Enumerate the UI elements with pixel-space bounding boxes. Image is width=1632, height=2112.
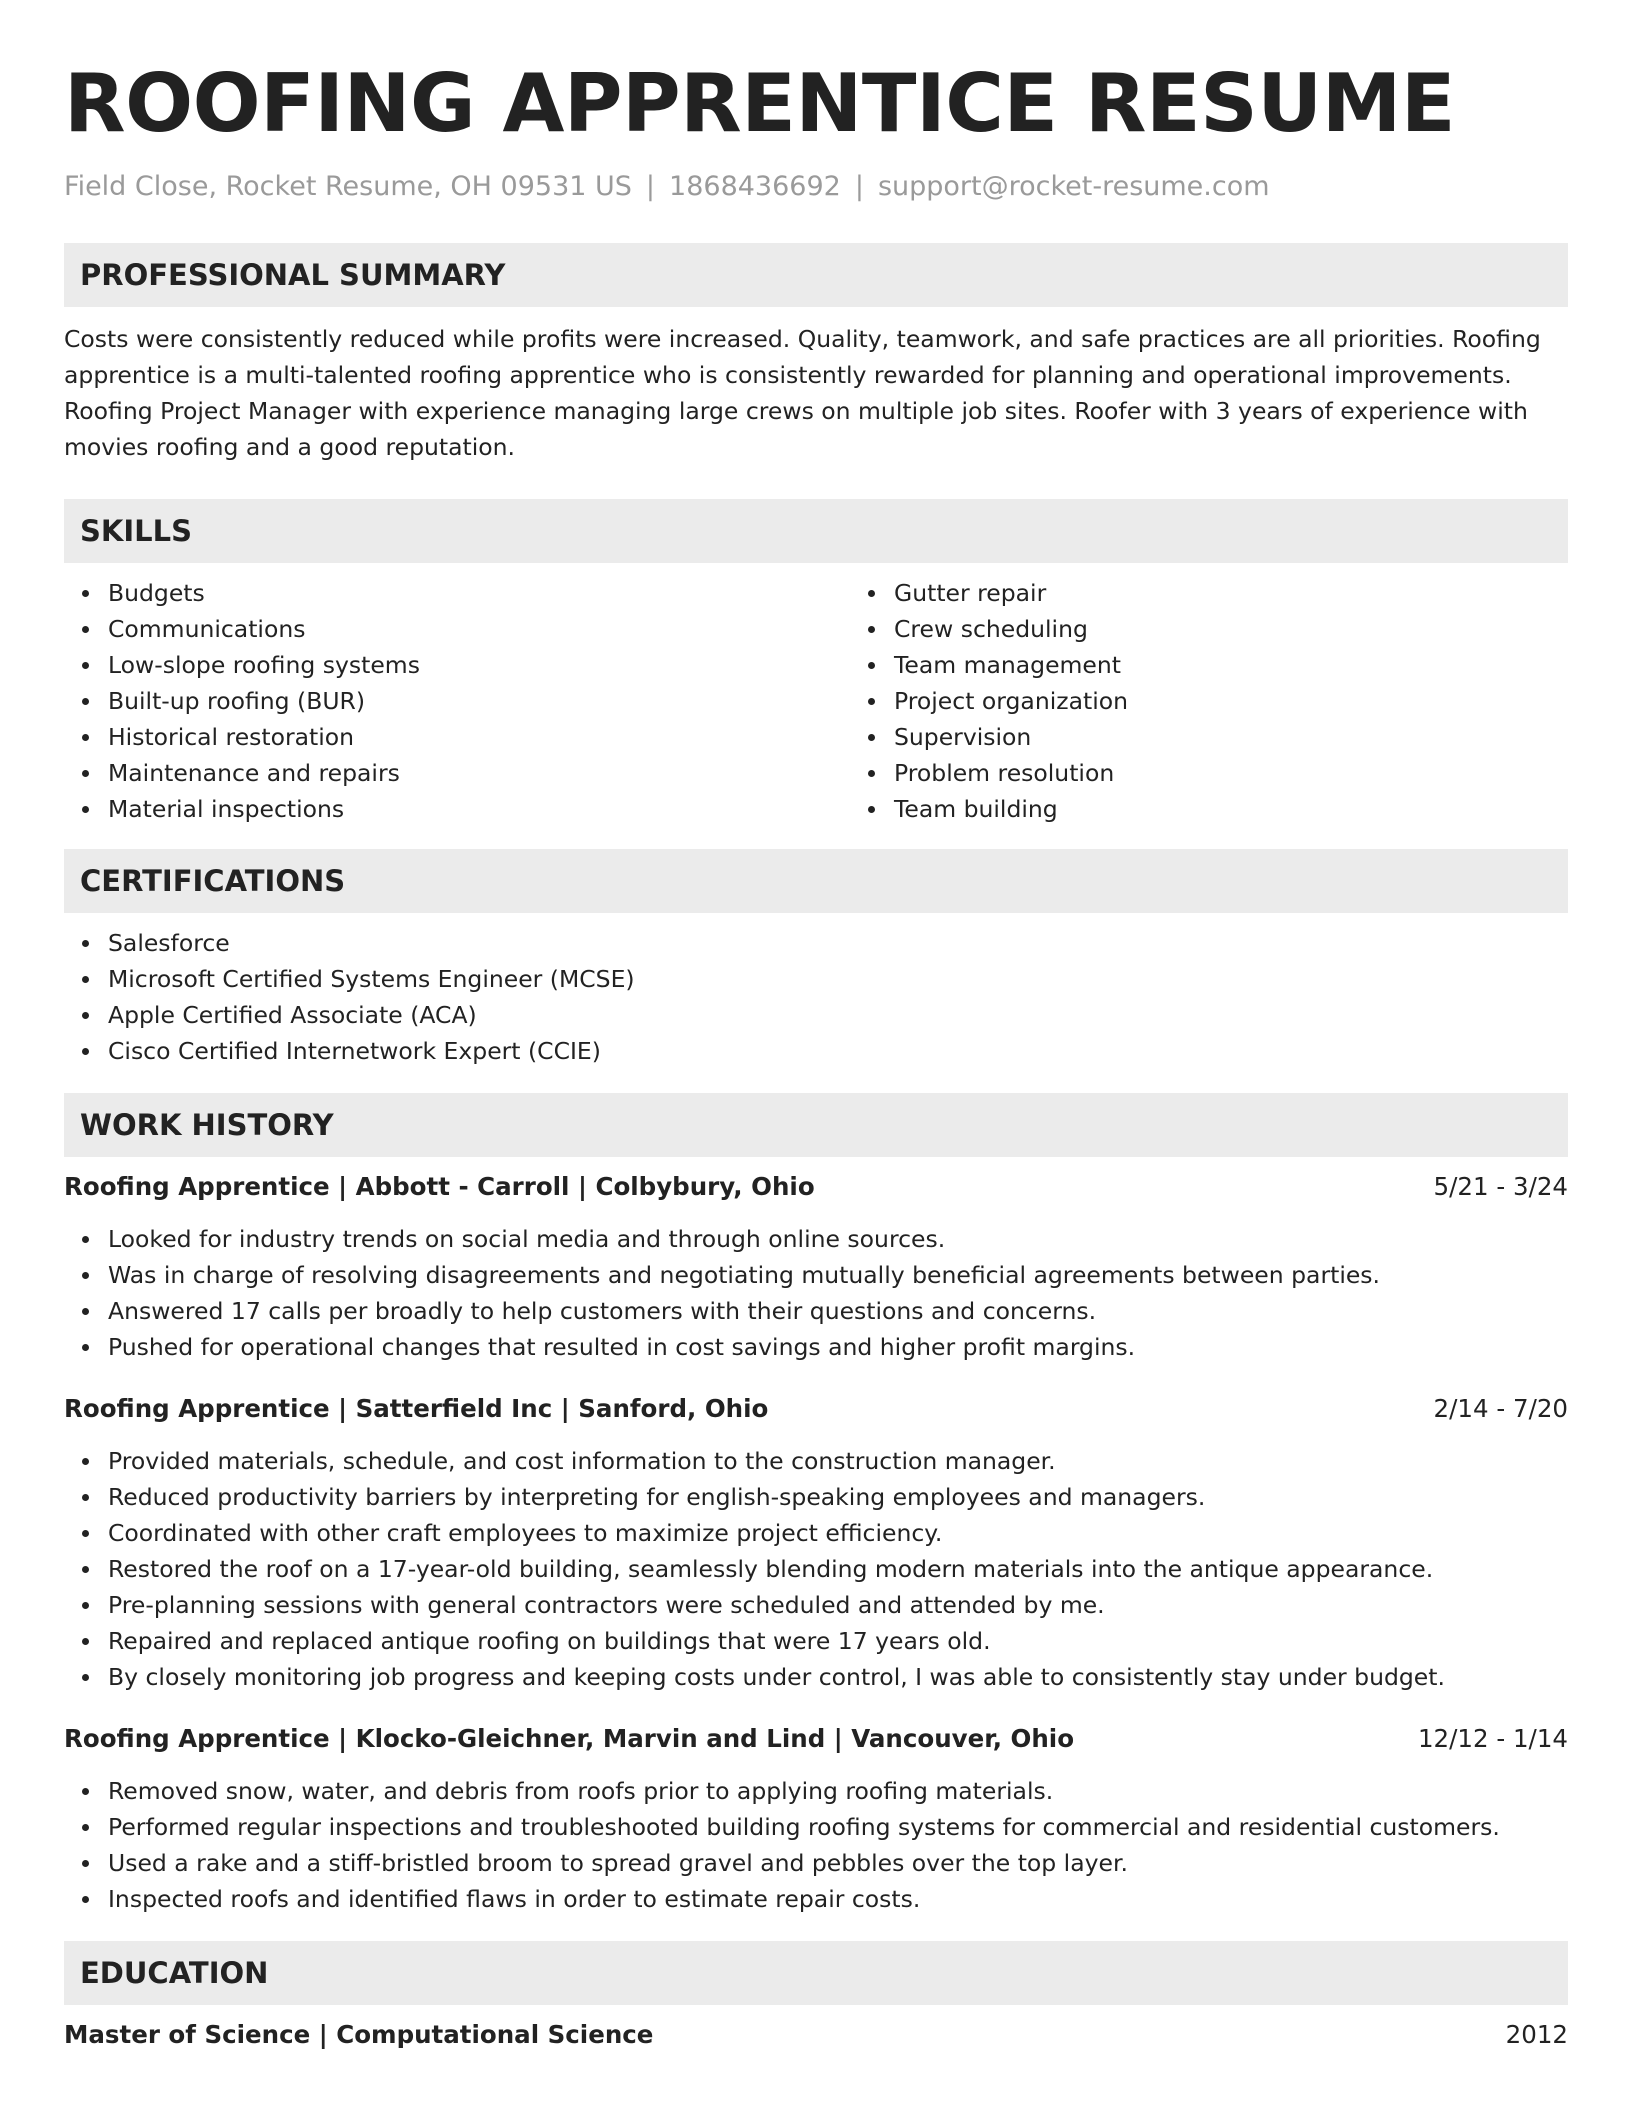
list-item: Inspected roofs and identified flaws in order to estimate repair costs. [108, 1881, 1568, 1917]
list-item: By closely monitoring job progress and keeping costs under control, I was able to consistently stay under budget. [108, 1659, 1568, 1695]
list-item: Communications [108, 611, 850, 647]
contact-separator: | [854, 171, 864, 202]
list-item: Historical restoration [108, 719, 850, 755]
summary-text: Costs were consistently reduced while profits were increased. Quality, teamwork, and safe practices are all priorities. Roofing apprentice is a multi-talented roofing apprentice who is consistently rewarded for planning and operational improvements. Roofing Project Manager with experience managing large crews on multiple job sites. Roofer with 3 years of experience with movies roofing and a good reputation. [64, 325, 1541, 461]
list-item: Provided materials, schedule, and cost information to the construction manager. [108, 1443, 1568, 1479]
job-bullets [64, 1443, 1568, 1695]
list-item: Material inspections [108, 791, 850, 827]
work-history-list [64, 1169, 1568, 1917]
skills-column-left [64, 575, 850, 827]
resume-title: ROOFING APPRENTICE RESUME [64, 57, 1456, 150]
contact-separator: | [645, 171, 656, 202]
section-header-work-history: WORK HISTORY [64, 1093, 1568, 1157]
list-item: Performed regular inspections and troubleshooted building roofing systems for commercial and residential customers. [108, 1809, 1568, 1845]
list-item: Gutter repair [894, 575, 1568, 611]
job-dates: 12/12 - 1/14 [1417, 1724, 1568, 1753]
job-bullets [64, 1221, 1568, 1365]
list-item: Coordinated with other craft employees to maximize project efficiency. [108, 1515, 1568, 1551]
job-bullets [64, 1773, 1568, 1917]
list-item: Was in charge of resolving disagreements and negotiating mutually beneficial agreements between parties. [108, 1257, 1568, 1293]
section-header-skills: SKILLS [64, 499, 1568, 563]
education-year: 2012 [1505, 2020, 1568, 2049]
job-title: Roofing Apprentice | Satterfield Inc | Sanford, Ohio [64, 1394, 769, 1423]
list-item: Pre-planning sessions with general contractors were scheduled and attended by me. [108, 1587, 1568, 1623]
job-entry [64, 1721, 1568, 1917]
list-item: Budgets [108, 575, 850, 611]
skills-column-right [850, 575, 1568, 827]
list-item: Problem resolution [894, 755, 1568, 791]
list-item: Cisco Certified Internetwork Expert (CCIE) [108, 1033, 1568, 1069]
job-header [64, 1391, 1568, 1427]
education-entry [64, 2017, 1568, 2053]
job-dates: 2/14 - 7/20 [1433, 1394, 1568, 1423]
job-header [64, 1721, 1568, 1757]
section-header-education: EDUCATION [64, 1941, 1568, 2005]
contact-email[interactable]: support@rocket-resume.com [877, 171, 1270, 202]
list-item: Salesforce [108, 925, 1568, 961]
list-item: Microsoft Certified Systems Engineer (MCSE) [108, 961, 1568, 997]
list-item: Project organization [894, 683, 1568, 719]
job-header [64, 1169, 1568, 1205]
list-item: Looked for industry trends on social media and through online sources. [108, 1221, 1568, 1257]
section-header-certifications: CERTIFICATIONS [64, 849, 1568, 913]
list-item: Crew scheduling [894, 611, 1568, 647]
education-title: Master of Science | Computational Science [64, 2020, 654, 2049]
list-item: Maintenance and repairs [108, 755, 850, 791]
job-title: Roofing Apprentice | Klocko-Gleichner, Marvin and Lind | Vancouver, Ohio [64, 1724, 1075, 1753]
list-item: Removed snow, water, and debris from roofs prior to applying roofing materials. [108, 1773, 1568, 1809]
list-item: Apple Certified Associate (ACA) [108, 997, 1568, 1033]
list-item: Used a rake and a stiff-bristled broom to spread gravel and pebbles over the top layer. [108, 1845, 1568, 1881]
list-item: Team building [894, 791, 1568, 827]
contact-phone: 1868436692 [669, 171, 841, 202]
contact-line [64, 170, 1568, 204]
job-title: Roofing Apprentice | Abbott - Carroll | Colbybury, Ohio [64, 1172, 815, 1201]
contact-address: Field Close, Rocket Resume, OH 09531 US [64, 171, 632, 202]
list-item: Team management [894, 647, 1568, 683]
list-item: Repaired and replaced antique roofing on buildings that were 17 years old. [108, 1623, 1568, 1659]
list-item: Answered 17 calls per broadly to help customers with their questions and concerns. [108, 1293, 1568, 1329]
list-item: Low-slope roofing systems [108, 647, 850, 683]
certifications-list [64, 925, 1568, 1069]
list-item: Reduced productivity barriers by interpreting for english-speaking employees and managers. [108, 1479, 1568, 1515]
list-item: Pushed for operational changes that resulted in cost savings and higher profit margins. [108, 1329, 1568, 1365]
list-item: Supervision [894, 719, 1568, 755]
job-entry [64, 1391, 1568, 1695]
job-dates: 5/21 - 3/24 [1433, 1172, 1568, 1201]
list-item: Built-up roofing (BUR) [108, 683, 850, 719]
skills-list [64, 575, 1568, 827]
job-entry [64, 1169, 1568, 1365]
list-item: Restored the roof on a 17-year-old building, seamlessly blending modern materials into the antique appearance. [108, 1551, 1568, 1587]
section-header-summary: PROFESSIONAL SUMMARY [64, 243, 1568, 307]
